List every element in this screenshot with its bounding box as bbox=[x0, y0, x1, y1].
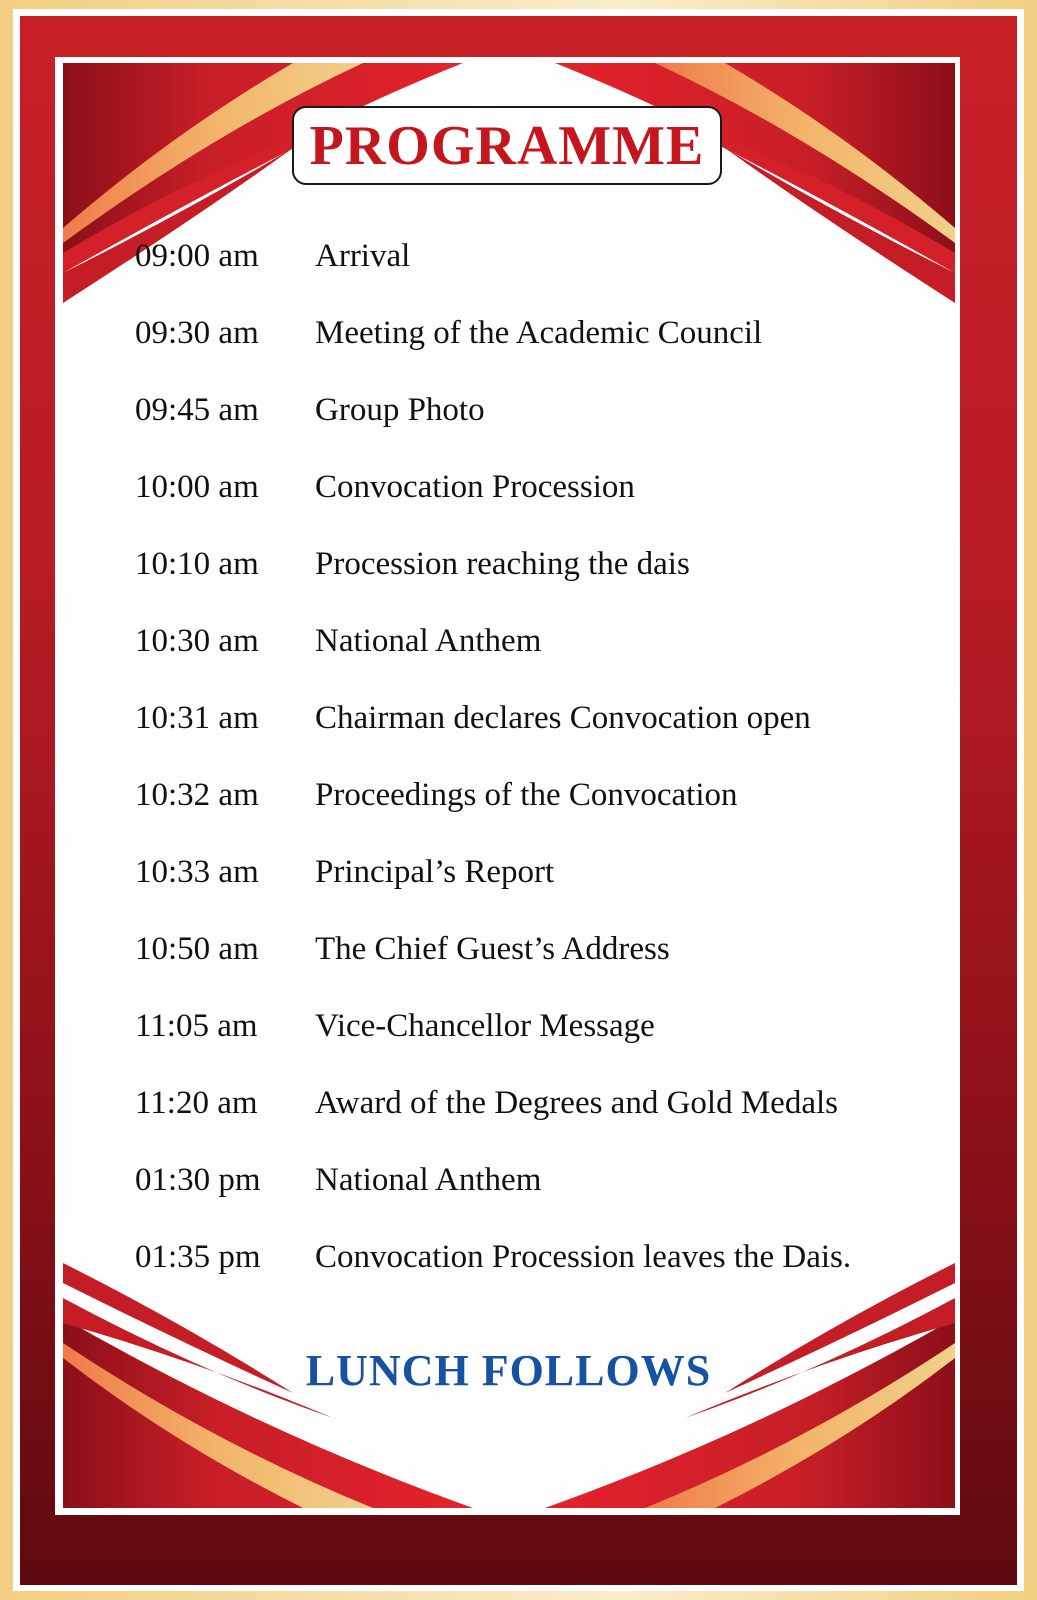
title-box bbox=[292, 106, 722, 185]
schedule-row bbox=[135, 1162, 541, 1199]
schedule-row bbox=[135, 546, 690, 583]
schedule-time: 10:32 am bbox=[135, 777, 259, 813]
schedule-row bbox=[135, 315, 762, 352]
schedule-event: Convocation Procession bbox=[315, 469, 635, 505]
schedule-time: 09:00 am bbox=[135, 238, 259, 274]
schedule-row bbox=[135, 238, 410, 275]
schedule-event: Principal’s Report bbox=[315, 854, 555, 890]
schedule-row bbox=[135, 1239, 851, 1276]
lunch-follows-note: LUNCH FOLLOWS bbox=[305, 1346, 712, 1395]
page-title: PROGRAMME bbox=[309, 114, 705, 177]
schedule-event: Vice-Chancellor Message bbox=[315, 1008, 655, 1044]
schedule-time: 01:35 pm bbox=[135, 1239, 261, 1275]
schedule-event: Arrival bbox=[315, 238, 411, 274]
schedule-time: 11:05 am bbox=[135, 1008, 258, 1044]
schedule-row bbox=[135, 1085, 838, 1122]
schedule-row bbox=[135, 777, 738, 814]
schedule-event: Meeting of the Academic Council bbox=[315, 315, 763, 351]
schedule-time: 10:00 am bbox=[135, 469, 259, 505]
schedule-event: National Anthem bbox=[315, 1162, 542, 1198]
schedule-row bbox=[135, 931, 670, 968]
schedule-time: 10:50 am bbox=[135, 931, 259, 967]
schedule-time: 10:31 am bbox=[135, 700, 259, 736]
schedule-time: 10:10 am bbox=[135, 546, 259, 582]
schedule-time: 10:30 am bbox=[135, 623, 259, 659]
schedule-row bbox=[135, 469, 635, 506]
schedule-event: Convocation Procession leaves the Dais. bbox=[315, 1239, 852, 1275]
schedule-event: National Anthem bbox=[315, 623, 542, 659]
schedule-event: Award of the Degrees and Gold Medals bbox=[315, 1085, 838, 1121]
schedule-time: 11:20 am bbox=[135, 1085, 258, 1121]
schedule-event: Group Photo bbox=[315, 392, 485, 428]
schedule-event: Chairman declares Convocation open bbox=[315, 700, 811, 736]
schedule-time: 09:45 am bbox=[135, 392, 259, 428]
schedule-time: 09:30 am bbox=[135, 315, 259, 351]
schedule-row bbox=[135, 623, 541, 660]
schedule-event: Proceedings of the Convocation bbox=[315, 777, 738, 813]
schedule-time: 10:33 am bbox=[135, 854, 259, 890]
schedule-row bbox=[135, 1008, 655, 1045]
schedule-row bbox=[135, 392, 485, 429]
schedule-event: The Chief Guest’s Address bbox=[315, 931, 670, 967]
schedule-event: Procession reaching the dais bbox=[315, 546, 690, 582]
schedule-row bbox=[135, 854, 554, 891]
schedule-row bbox=[135, 700, 811, 737]
schedule-time: 01:30 pm bbox=[135, 1162, 261, 1198]
